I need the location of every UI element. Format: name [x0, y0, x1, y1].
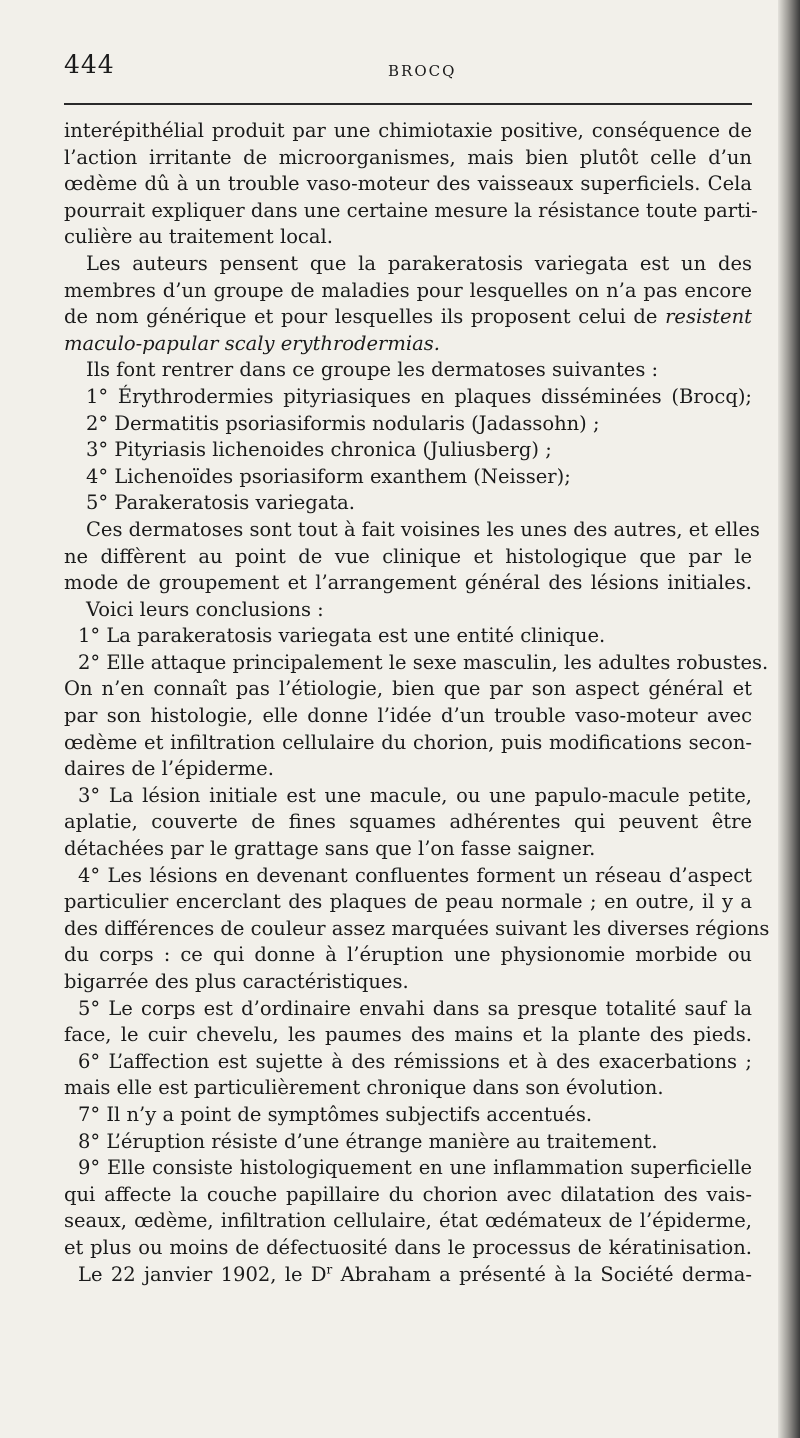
text-line: qui affecte la couche papillaire du chorion avec dilatation des vais-	[64, 1182, 752, 1206]
list-item: 2° Elle attaque principalement le sexe masculin, les adultes robustes.	[78, 650, 769, 674]
list-item: 5° Parakeratosis variegata.	[86, 491, 356, 515]
list-item: 2° Dermatitis psoriasiformis nodularis (Jadassohn) ;	[86, 411, 600, 435]
text-line: bigarrée des plus caractéristiques.	[64, 970, 409, 993]
italic-term: resistent	[665, 305, 752, 329]
text-line: Les auteurs pensent que la parakeratosis variegata est un des	[86, 251, 752, 275]
text-line: Le 22 janvier 1902, le $D^r$ Abraham a présenté à la Société derma-	[78, 1262, 752, 1286]
italic-term: maculo-papular scaly erythrodermias.	[64, 331, 440, 355]
list-item: 4° Lichenoïdes psoriasiform exanthem (Neisser);	[86, 464, 571, 488]
text-line: du corps : ce qui donne à l’éruption une physionomie morbide ou	[64, 943, 752, 967]
text-line: Voici leurs conclusions :	[86, 597, 324, 621]
list-item: 3° Pityriasis lichenoides chronica (Juliusberg) ;	[86, 438, 552, 462]
page-number: 444	[64, 50, 115, 79]
text-line: pourrait expliquer dans une certaine mesure la résistance toute parti-	[64, 198, 758, 222]
text-line: mode de groupement et l’arrangement général des lésions initiales.	[64, 571, 752, 595]
text-line: particulier encerclant des plaques de peau normale ; en outre, il y a	[64, 890, 752, 914]
list-item: 1° Érythrodermies pityriasiques en plaques disséminées (Brocq);	[86, 384, 752, 408]
list-item: 5° Le corps est d’ordinaire envahi dans sa presque totalité sauf la	[78, 996, 752, 1020]
page-header	[0, 0, 800, 110]
text-line: de nom générique et pour lesquelles ils proposent celui de resistent	[64, 305, 752, 329]
superscript: r	[326, 1262, 333, 1277]
list-item: 3° La lésion initiale est une macule, ou une papulo-macule petite,	[78, 783, 752, 807]
text-line: interépithélial produit par une chimiotaxie positive, conséquence de	[64, 119, 752, 142]
text-line: aplatie, couverte de fines squames adhérentes qui peuvent être	[64, 810, 752, 834]
text-line: seaux, œdème, infiltration cellulaire, état œdémateux de l’épiderme,	[64, 1209, 752, 1233]
text-line	[64, 331, 752, 358]
text-line: œdème et infiltration cellulaire du chorion, puis modifications secon-	[64, 730, 752, 754]
text-line: et plus ou moins de défectuosité dans le processus de kératinisation.	[64, 1235, 752, 1259]
text-line: culière au traitement local.	[64, 225, 333, 249]
text-line: On n’en connaît pas l’étiologie, bien que par son aspect général et	[64, 677, 752, 701]
list-item: 7° Il n’y a point de symptômes subjectifs accentués.	[78, 1102, 593, 1126]
list-item: 6° L’affection est sujette à des rémissions et à des exacerbations ;	[78, 1049, 752, 1073]
text-line: ne diffèrent au point de vue clinique et histologique que par le	[64, 544, 752, 568]
list-item: 9° Elle consiste histologiquement en une inflammation superficielle	[78, 1156, 752, 1180]
list-item: 8° L’éruption résiste d’une étrange manière au traitement.	[78, 1129, 658, 1153]
list-item: 4° Les lésions en devenant confluentes forment un réseau d’aspect	[78, 863, 752, 887]
text-line: daires de l’épiderme.	[64, 757, 274, 781]
text-line: Ces dermatoses sont tout à fait voisines les unes des autres, et elles	[86, 517, 760, 541]
text-line: détachées par le grattage sans que l’on fasse saigner.	[64, 837, 596, 861]
text-line: œdème dû à un trouble vaso-moteur des vaisseaux superficiels. Cela	[64, 172, 752, 196]
running-title: BROCQ	[388, 62, 457, 80]
text-line: des différences de couleur assez marquées suivant les diverses régions	[64, 916, 770, 940]
text-line: membres d’un groupe de maladies pour lesquelles on n’a pas encore	[64, 278, 752, 302]
list-item: 1° La parakeratosis variegata est une entité clinique.	[78, 624, 606, 648]
body-text	[64, 118, 770, 1288]
text-line: face, le cuir chevelu, les paumes des mains et la plante des pieds.	[64, 1023, 752, 1047]
text-line: Ils font rentrer dans ce groupe les dermatoses suivantes :	[86, 358, 659, 382]
text-line: l’action irritante de microorganismes, mais bien plutôt celle d’un	[64, 145, 752, 169]
text-line: par son histologie, elle donne l’idée d’un trouble vaso-moteur avec	[64, 704, 752, 728]
text-line: mais elle est particulièrement chronique dans son évolution.	[64, 1076, 664, 1100]
header-rule	[64, 103, 752, 105]
page-edge-shadow	[778, 0, 800, 1438]
